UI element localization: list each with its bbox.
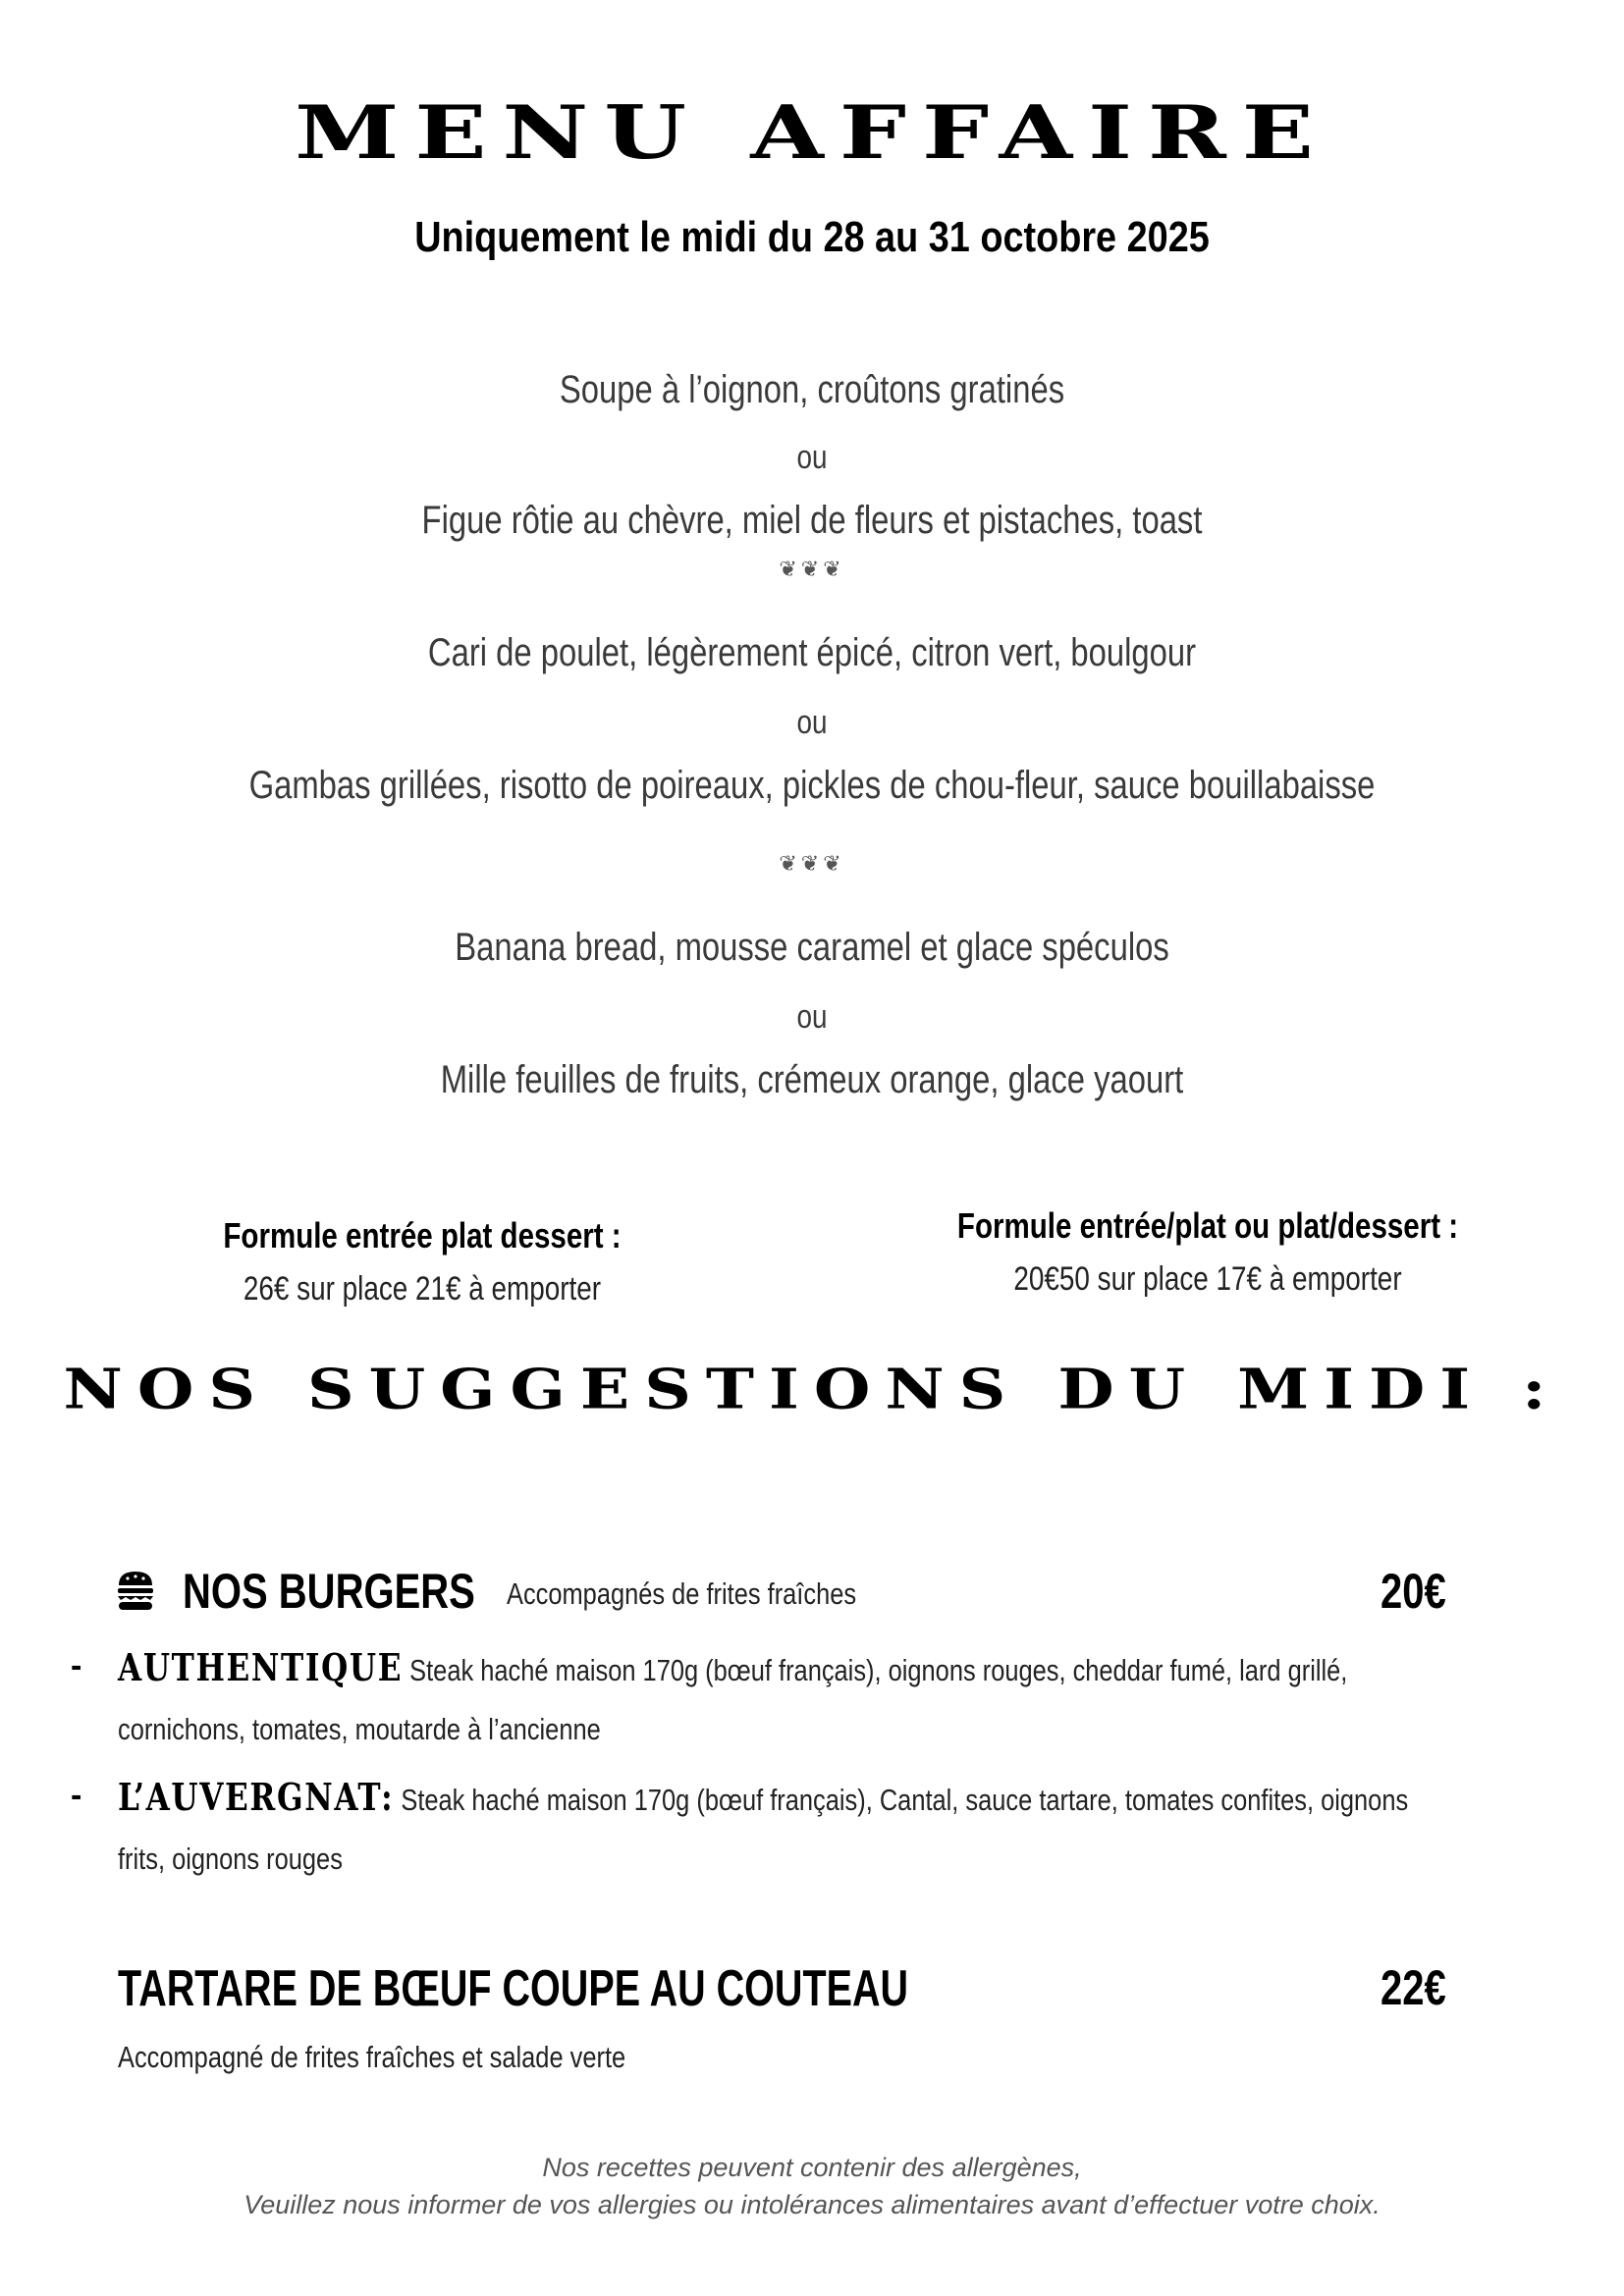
formule-complete [39, 1215, 805, 1308]
burgers-price: 20€ [1380, 1564, 1446, 1619]
burger-icon [116, 1569, 155, 1612]
dessert-1: Banana bread, mousse caramel et glace spéculos [455, 926, 1169, 969]
menu-subtitle: Uniquement le midi du 28 au 31 octobre 2025 [414, 213, 1210, 261]
burger-description: Steak haché maison 170g (bœuf français), Cantal, sauce tartare, tomates confites, oignons [401, 1783, 1409, 1817]
burgers-subtitle: Accompagnés de frites fraîches [507, 1576, 857, 1611]
formule-partial-title: Formule entrée/plat ou plat/dessert : [956, 1205, 1459, 1246]
formule-partial-price: 20€50 sur place 17€ à emporter [1013, 1260, 1402, 1298]
allergens-line-2: Veuillez nous informer de vos allergies ou intolérances alimentaires avant d’effectuer votre choix. [244, 2189, 1380, 2219]
menu-title: MENU AFFAIRE [295, 88, 1329, 177]
plat-2: Gambas grillées, risotto de poireaux, pickles de chou-fleur, sauce bouillabaisse [248, 764, 1376, 807]
or-separator-1: ou [796, 439, 828, 476]
formule-complete-price: 26€ sur place 21€ à emporter [243, 1270, 602, 1308]
burger-name: AUTHENTIQUE [118, 1645, 404, 1689]
list-dash: - [71, 1777, 82, 1814]
allergens-line-1: Nos recettes peuvent contenir des allergènes, [542, 2153, 1082, 2182]
plat-1: Cari de poulet, légèrement épicé, citron vert, boulgour [427, 631, 1197, 674]
burger-item-auvergnat [118, 1775, 1408, 1819]
burger-name: L’AUVERGNAT: [118, 1775, 395, 1819]
list-dash: - [71, 1647, 82, 1684]
fleuron-separator-2: ❦❦❦ [779, 852, 845, 877]
formule-complete-title: Formule entrée plat dessert : [223, 1215, 622, 1255]
entree-2: Figue rôtie au chèvre, miel de fleurs et pistaches, toast [421, 499, 1203, 542]
burger-item-authentique [118, 1645, 1347, 1689]
burger-description-cont: frits, oignons rouges [118, 1842, 343, 1876]
allergens-note [0, 2150, 1624, 2224]
fleuron-separator-1: ❦❦❦ [779, 558, 845, 582]
tartare-title: TARTARE DE BŒUF COUPE AU COUTEAU [118, 1960, 909, 2017]
or-separator-3: ou [796, 998, 828, 1036]
suggestions-title: NOS SUGGESTIONS DU MIDI : [63, 1356, 1561, 1422]
burgers-title: NOS BURGERS [183, 1564, 475, 1619]
entree-1: Soupe à l’oignon, croûtons gratinés [559, 368, 1065, 411]
formule-partial [815, 1205, 1600, 1299]
burger-description-cont: cornichons, tomates, moutarde à l’ancienne [118, 1712, 601, 1746]
dessert-2: Mille feuilles de fruits, crémeux orange, glace yaourt [440, 1058, 1184, 1101]
tartare-subtitle: Accompagné de frites fraîches et salade verte [118, 2040, 626, 2074]
burger-description: Steak haché maison 170g (bœuf français), oignons rouges, cheddar fumé, lard grillé, [409, 1653, 1348, 1687]
or-separator-2: ou [796, 704, 828, 741]
tartare-price: 22€ [1380, 1960, 1446, 2015]
